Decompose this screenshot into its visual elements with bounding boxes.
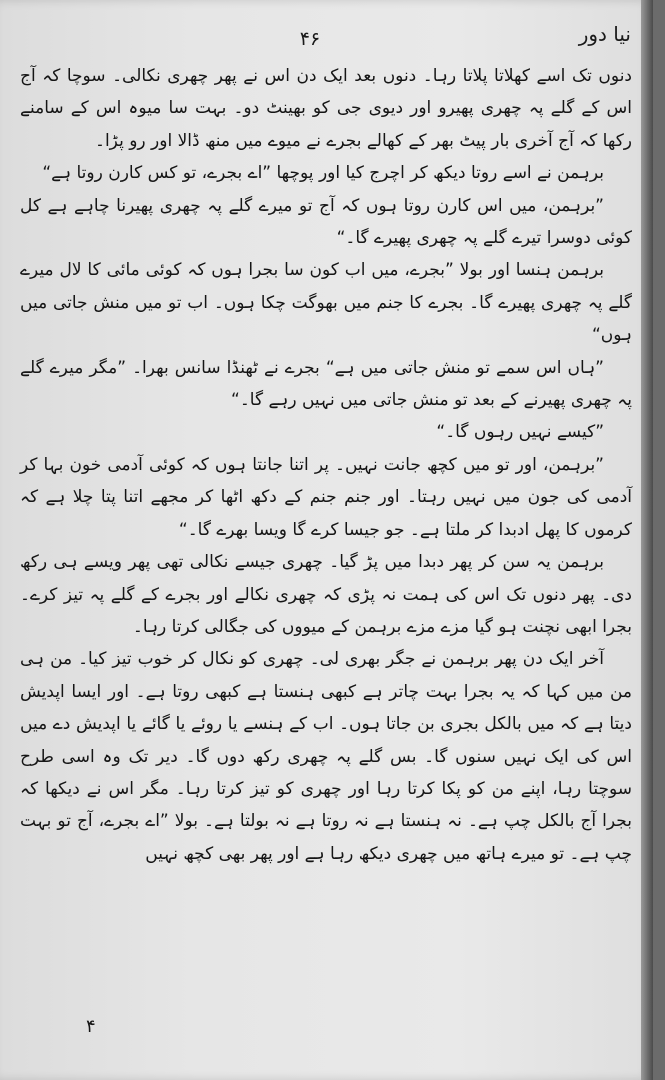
footer-mark: ۴ (86, 1016, 96, 1037)
paragraph: ”ہاں اس سمے تو منش جاتی میں ہے“ بجرے نے ٹھنڈا سانس بھرا۔ ”مگر میرے گلے پہ چھری پھیرنے کے بعد تو منش جاتی میں نہیں رہے گا۔“ (20, 357, 632, 411)
paragraph: دنوں تک اسے کھلاتا پلاتا رہا۔ دنوں بعد ایک دن اس نے پھر چھری نکالی۔ سوچا کہ آج اس کے گلے پہ چھری پھیرو اور دیوی جی کو بھینٹ دو۔ بہت سا میوہ اس کے سامنے رکھا کہ آج آخری بار پیٹ بھر کے کھالے بجرے نے میوے میں منھ ڈالا اور رو پڑا۔ (20, 66, 632, 151)
paragraph: برہمن یہ سن کر پھر دبدا میں پڑ گیا۔ چھری جیسے نکالی تھی پھر ویسے ہی رکھ دی۔ پھر دنوں تک اس کی ہمت نہ پڑی کہ چھری نکالے اور بجرے کے گلے پہ تیز کرے۔ بجرا ابھی نچنت ہو گیا مزے مزے برہمن کے میووں کی جگالی کرتا رہا۔ (20, 552, 632, 637)
story-text (20, 60, 632, 870)
paragraph: برہمن ہنسا اور بولا ”بجرے، میں اب کون سا بجرا ہوں کہ کوئی مائی کا لال میرے گلے پہ چھری پھیرے گا۔ بجرے کا جنم میں بھوگت چکا ہوں۔ اب تو میں منش جاتی میں ہوں“ (20, 260, 632, 346)
page-header (0, 18, 653, 58)
paragraph: ”کیسے نہیں رہوں گا۔“ (436, 422, 604, 443)
paragraph: ”برہمن، میں اس کارن روتا ہوں کہ آج تو میرے گلے پہ چھری پھیرنا چاہے ہے کل کوئی دوسرا تیرے گلے پہ چھری پھیرے گا۔“ (20, 195, 632, 249)
paragraph: برہمن نے اسے روتا دیکھ کر اچرج کیا اور پوچھا ”اے بجرے، تو کس کارن روتا ہے“ (42, 163, 604, 184)
journal-title: نیا دور (578, 22, 631, 46)
page-number: ۴۶ (299, 28, 321, 50)
page-edge-shadow (641, 0, 653, 1080)
paragraph: ”برہمن، اور تو میں کچھ جانت نہیں۔ پر اتنا جانتا ہوں کہ کوئی آدمی خون بہا کر آدمی کی جون میں نہیں رہتا۔ اور جنم جنم کے دکھ اٹھا کر مجھے اتنا پتا چلا ہے کہ کرموں کا پھل ادبدا کر ملتا ہے۔ جو جیسا کرے گا ویسا بھرے گا۔“ (20, 454, 632, 540)
paragraph: آخر ایک دن پھر برہمن نے جگر بھری لی۔ چھری کو نکال کر خوب تیز کیا۔ من ہی من میں کہا کہ یہ بجرا بہت چاتر ہے کبھی ہنستا ہے کبھی روتا ہے۔ اور ایسا اپدیش دیتا ہے کہ میں بالکل بجری بن جاتا ہوں۔ اب کے ہنسے یا روئے یا گائے یا اپدیش دے میں اس کی ایک نہیں سنوں گا۔ بس گلے پہ چھری رکھ دوں گا۔ دیر تک وہ اسی طرح سوچتا رہا، اپنے من کو پکا کرتا رہا اور چھری کو تیز کرتا رہا۔ مگر اس نے دیکھا کہ بجرا آج بالکل چپ ہے۔ نہ ہنستا ہے نہ روتا ہے نہ بولتا ہے۔ بولا ”اے بجرے، آج تو بہت چپ ہے۔ تو میرے ہاتھ میں چھری دیکھ رہا ہے اور پھر بھی کچھ نہیں (20, 649, 632, 864)
